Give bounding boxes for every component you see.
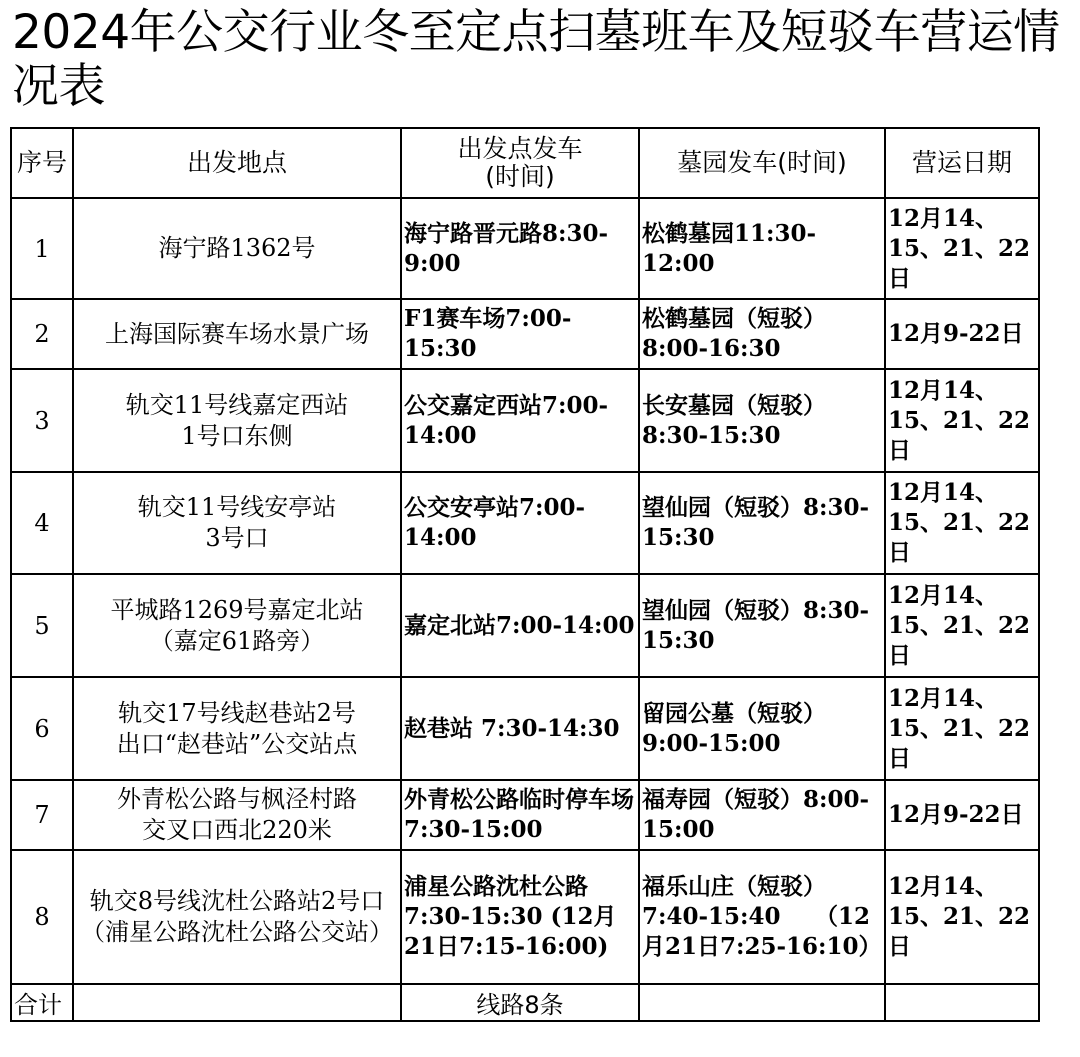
table-row bbox=[11, 198, 1039, 299]
row-return: 长安墓园（短驳）8:30-15:30 bbox=[639, 369, 885, 472]
row-return: 留园公墓（短驳）9:00-15:00 bbox=[639, 677, 885, 780]
row-depart: F1赛车场7:00-15:30 bbox=[401, 299, 639, 369]
row-return: 望仙园（短驳）8:30-15:30 bbox=[639, 472, 885, 574]
header-dates: 营运日期 bbox=[885, 128, 1039, 198]
table-row bbox=[11, 369, 1039, 472]
row-from-line2: 出口“赵巷站”公交站点 bbox=[116, 729, 358, 758]
row-index: 3 bbox=[11, 369, 73, 472]
row-return: 松鹤墓园（短驳）8:00-16:30 bbox=[639, 299, 885, 369]
row-from bbox=[73, 574, 401, 677]
row-from bbox=[73, 369, 401, 472]
row-dates: 12月14、15、21、22日 bbox=[885, 198, 1039, 299]
table-row bbox=[11, 850, 1039, 984]
header-return: 墓园发车(时间) bbox=[639, 128, 885, 198]
row-from-line1: 外青松公路与枫泾村路 bbox=[117, 785, 357, 813]
row-from-line1: 轨交11号线安亭站 bbox=[137, 493, 337, 521]
row-from-line1: 平城路1269号嘉定北站 bbox=[110, 595, 364, 624]
row-depart: 海宁路晋元路8:30-9:00 bbox=[401, 198, 639, 299]
table-row bbox=[11, 299, 1039, 369]
page-title: 2024年公交行业冬至定点扫墓班车及短驳车营运情况表 bbox=[12, 5, 1060, 114]
row-from bbox=[73, 850, 401, 984]
row-return: 望仙园（短驳）8:30-15:30 bbox=[639, 574, 885, 677]
schedule-table bbox=[10, 127, 1040, 1022]
table-row bbox=[11, 472, 1039, 574]
row-dates: 12月9-22日 bbox=[885, 299, 1039, 369]
row-return: 福寿园（短驳）8:00-15:00 bbox=[639, 780, 885, 850]
row-dates: 12月9-22日 bbox=[885, 780, 1039, 850]
row-return: 松鹤墓园11:30-12:00 bbox=[639, 198, 885, 299]
row-dates: 12月14、15、21、22日 bbox=[885, 677, 1039, 780]
table-row bbox=[11, 677, 1039, 780]
table-row bbox=[11, 780, 1039, 850]
row-index: 8 bbox=[11, 850, 73, 984]
row-from-line1: 海宁路1362号 bbox=[158, 234, 316, 262]
row-dates: 12月14、15、21、22日 bbox=[885, 850, 1039, 984]
row-depart: 嘉定北站7:00-14:00 bbox=[401, 574, 639, 677]
table-row bbox=[11, 574, 1039, 677]
total-row bbox=[11, 984, 1039, 1021]
row-return: 福乐山庄（短驳）7:40-15:40 （12月21日7:25-16:10） bbox=[639, 850, 885, 984]
row-from-line2: 1号口东侧 bbox=[181, 421, 293, 450]
row-from bbox=[73, 472, 401, 574]
header-depart bbox=[401, 128, 639, 198]
row-from bbox=[73, 299, 401, 369]
total-value: 线路8条 bbox=[401, 984, 639, 1021]
header-index: 序号 bbox=[11, 128, 73, 198]
row-depart: 浦星公路沈杜公路 7:30-15:30 (12月21日7:15-16:00) bbox=[401, 850, 639, 984]
header-depart-line2: (时间) bbox=[485, 162, 555, 191]
row-from-line2: 3号口 bbox=[205, 524, 269, 552]
header-from: 出发地点 bbox=[73, 128, 401, 198]
table-header-row bbox=[11, 128, 1039, 198]
row-from-line1: 轨交8号线沈杜公路站2号口（浦星公路沈杜公路公交站） bbox=[81, 887, 393, 946]
row-depart: 赵巷站 7:30-14:30 bbox=[401, 677, 639, 780]
row-index: 7 bbox=[11, 780, 73, 850]
row-index: 2 bbox=[11, 299, 73, 369]
row-from-line2: 交叉口西北220米 bbox=[142, 816, 332, 844]
row-dates: 12月14、15、21、22日 bbox=[885, 472, 1039, 574]
row-depart: 公交安亭站7:00-14:00 bbox=[401, 472, 639, 574]
row-dates: 12月14、15、21、22日 bbox=[885, 574, 1039, 677]
row-from bbox=[73, 780, 401, 850]
total-empty-cell bbox=[885, 984, 1039, 1021]
row-from bbox=[73, 198, 401, 299]
row-depart: 外青松公路临时停车场7:30-15:00 bbox=[401, 780, 639, 850]
row-from-line1: 上海国际赛车场水景广场 bbox=[105, 319, 369, 348]
row-from bbox=[73, 677, 401, 780]
row-index: 4 bbox=[11, 472, 73, 574]
row-index: 6 bbox=[11, 677, 73, 780]
row-from-line1: 轨交11号线嘉定西站 bbox=[125, 390, 349, 419]
row-index: 5 bbox=[11, 574, 73, 677]
total-label: 合计 bbox=[11, 984, 73, 1021]
row-depart: 公交嘉定西站7:00-14:00 bbox=[401, 369, 639, 472]
row-index: 1 bbox=[11, 198, 73, 299]
row-from-line1: 轨交17号线赵巷站2号 bbox=[118, 698, 356, 727]
header-depart-line1: 出发点发车 bbox=[457, 134, 583, 163]
total-empty-cell bbox=[639, 984, 885, 1021]
row-from-line2: （嘉定61路旁） bbox=[149, 626, 325, 655]
total-empty-cell bbox=[73, 984, 401, 1021]
row-dates: 12月14、15、21、22日 bbox=[885, 369, 1039, 472]
